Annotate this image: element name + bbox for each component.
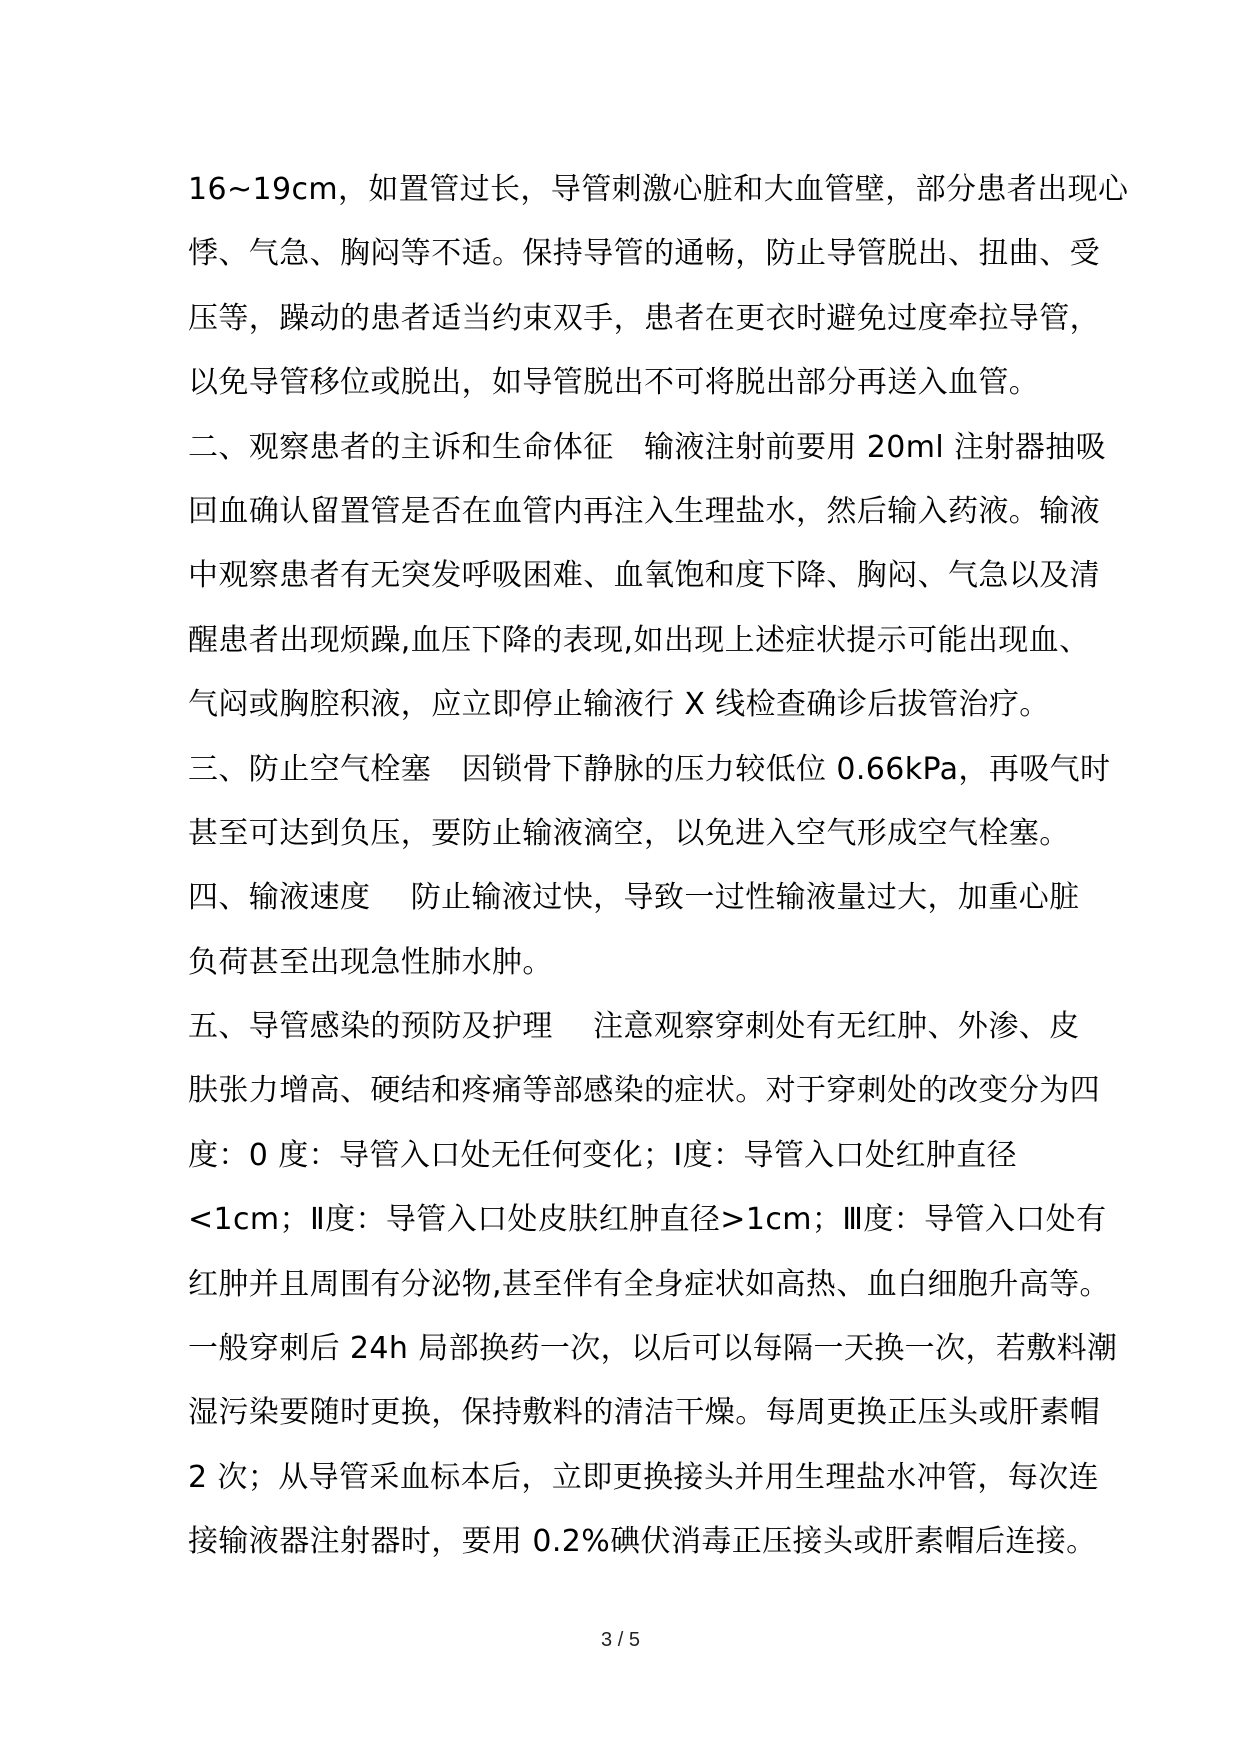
text-line: 负荷甚至出现急性肺水肿。 (188, 944, 553, 980)
text-line: 一般穿刺后 24h 局部换药一次，以后可以每隔一天换一次，若敷料潮 (188, 1331, 1118, 1367)
section-heading-line: 四、输液速度 防止输液过快，导致一过性输液量过大，加重心脏 (188, 880, 1080, 916)
text-line: 红肿并且周围有分泌物,甚至伴有全身症状如高热、血白细胞升高等。 (188, 1266, 1110, 1302)
text-line: 肤张力增高、硬结和疼痛等部感染的症状。对于穿刺处的改变分为四 (188, 1073, 1100, 1109)
text-line: 2 次；从导管采血标本后，立即更换接头并用生理盐水冲管，每次连 (188, 1459, 1100, 1495)
text-line: <1cm；Ⅱ度：导管入口处皮肤红肿直径>1cm；Ⅲ度：导管入口处有 (188, 1202, 1107, 1238)
page-number: 3 / 5 (601, 1629, 640, 1651)
section-heading-line: 三、防止空气栓塞 因锁骨下静脉的压力较低位 0.66kPa，再吸气时 (188, 751, 1111, 787)
text-line: 中观察患者有无突发呼吸困难、血氧饱和度下降、胸闷、气急以及清 (188, 558, 1100, 594)
text-line: 接输液器注射器时，要用 0.2%碘伏消毒正压接头或肝素帽后连接。 (188, 1524, 1097, 1560)
text-line: 压等，躁动的患者适当约束双手，患者在更衣时避免过度牵拉导管， (188, 300, 1100, 336)
text-line: 度：0 度：导管入口处无任何变化；Ⅰ度：导管入口处红肿直径 (188, 1137, 1018, 1173)
text-line: 16~19cm，如置管过长，导管刺激心脏和大血管壁，部分患者出现心 (188, 172, 1129, 207)
text-line: 气闷或胸腔积液，应立即停止输液行 X 线检查确诊后拔管治疗。 (188, 687, 1050, 723)
text-line: 以免导管移位或脱出，如导管脱出不可将脱出部分再送入血管。 (188, 365, 1040, 401)
section-heading-line: 五、导管感染的预防及护理 注意观察穿刺处有无红肿、外渗、皮 (188, 1009, 1080, 1045)
text-line: 回血确认留置管是否在血管内再注入生理盐水，然后输入药液。输液 (188, 493, 1100, 529)
document-body (188, 158, 1129, 1575)
text-line: 甚至可达到负压，要防止输液滴空，以免进入空气形成空气栓塞。 (188, 815, 1070, 851)
section-heading-line: 二、观察患者的主诉和生命体征 输液注射前要用 20ml 注射器抽吸 (188, 429, 1107, 465)
text-line: 醒患者出现烦躁,血压下降的表现,如出现上述症状提示可能出现血、 (188, 622, 1090, 658)
text-line: 湿污染要随时更换，保持敷料的清洁干燥。每周更换正压头或肝素帽 (188, 1395, 1100, 1431)
text-line: 悸、气急、胸闷等不适。保持导管的通畅，防止导管脱出、扭曲、受 (188, 236, 1100, 272)
